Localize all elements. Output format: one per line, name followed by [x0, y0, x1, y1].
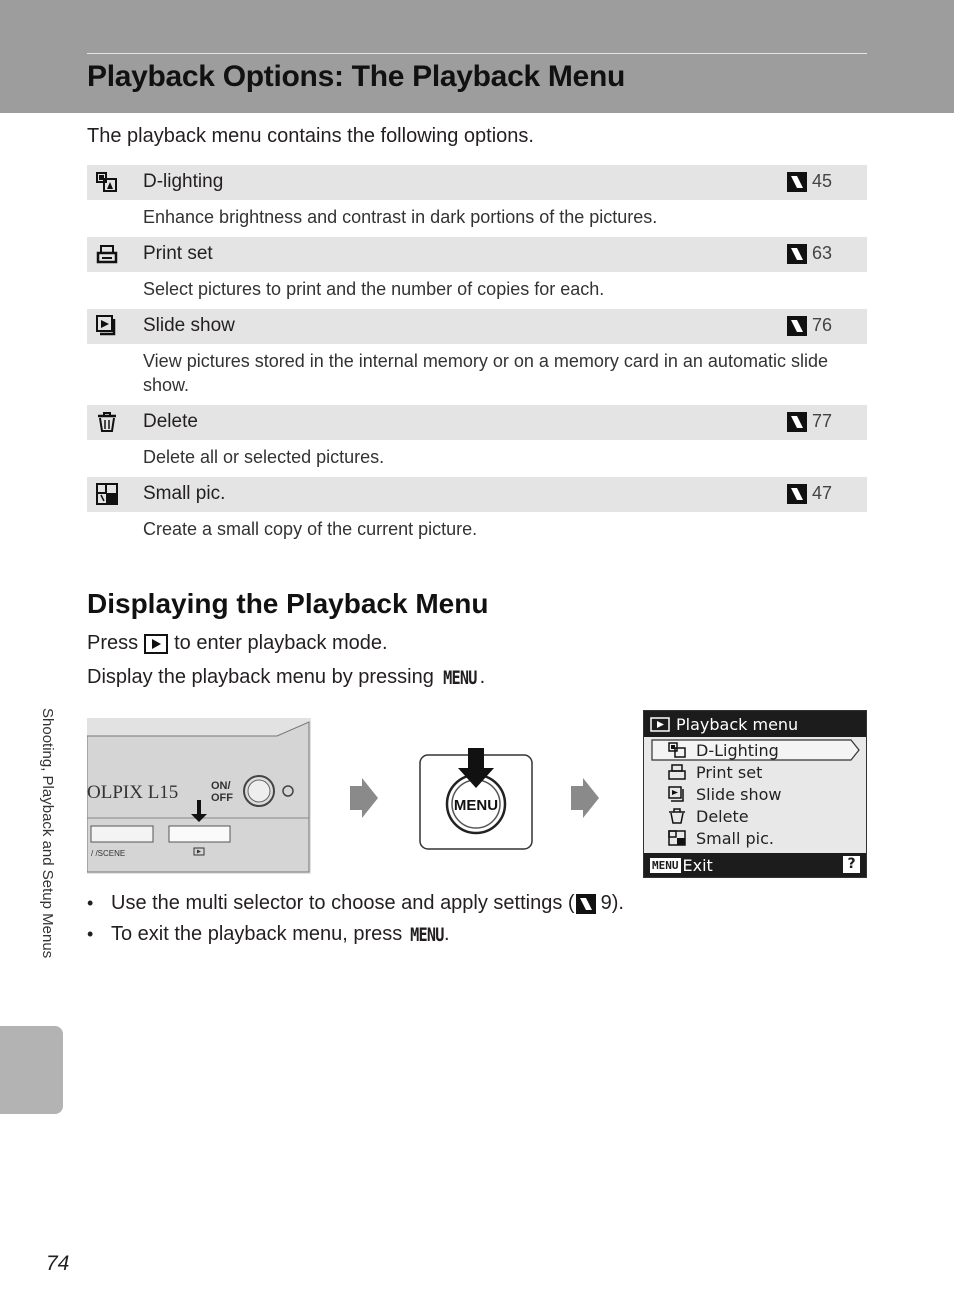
option-name: D-lighting — [143, 171, 224, 192]
lcd-item-label: Print set — [696, 762, 763, 782]
lcd-menu-item — [644, 737, 866, 761]
print-set-icon — [96, 243, 118, 265]
slide-show-icon — [96, 315, 118, 337]
menu-glyph: MENU — [443, 666, 477, 689]
option-name: Print set — [143, 243, 213, 264]
option-description: Delete all or selected pictures. — [143, 447, 385, 467]
option-header — [87, 405, 867, 440]
shooting-mode-button — [91, 826, 153, 842]
small-pic-icon — [668, 830, 686, 846]
side-tab-label: Shooting, Playback and Setup Menus — [39, 708, 56, 959]
lcd-exit-label: Exit — [682, 855, 713, 875]
playback-mode-button — [169, 826, 230, 842]
power-label-bottom: OFF — [211, 792, 233, 804]
page-number-ref: 77 — [812, 411, 833, 431]
page-title: Playback Options: The Playback Menu — [87, 60, 625, 93]
side-tab-text — [38, 708, 58, 1018]
bullet-text: Use the multi selector to choose and apply settings ( — [111, 892, 575, 914]
option-description: View pictures stored in the internal memory or on a memory card in an automatic slide show. — [143, 351, 828, 395]
bullet-text: To exit the playback menu, press — [111, 923, 403, 945]
option-name: Slide show — [143, 315, 235, 336]
lcd-menu-item — [644, 761, 866, 783]
section-title: Displaying the Playback Menu — [87, 588, 489, 619]
playback-icon — [650, 717, 670, 732]
instruction-text: Display the playback menu by pressing — [87, 666, 434, 688]
camera-model-label: OLPIX L15 — [87, 782, 179, 803]
instruction-line-1 — [87, 632, 388, 655]
option-description: Create a small copy of the current picture. — [143, 519, 478, 539]
lcd-item-label: Delete — [696, 806, 749, 826]
bullet-ref: 9 — [600, 892, 612, 914]
page-number-ref: 63 — [812, 243, 833, 263]
camera-top-illustration — [87, 718, 311, 874]
page-reference-icon — [787, 316, 807, 336]
lcd-item-label: D-Lighting — [696, 740, 779, 760]
menu-button-label: MENU — [453, 797, 499, 814]
menu-button-illustration — [418, 744, 536, 852]
bullet-text: . — [444, 923, 450, 945]
lcd-menu-item — [644, 805, 866, 827]
playback-button-icon — [144, 634, 168, 654]
option-header — [87, 165, 867, 200]
print-set-icon — [668, 764, 686, 780]
bullet-dot: • — [87, 924, 94, 944]
page-number-ref: 45 — [812, 171, 833, 191]
page-reference — [787, 171, 832, 192]
instruction-text: Press — [87, 632, 139, 654]
bullet-text: ). — [611, 892, 624, 914]
page-reference-icon — [787, 412, 807, 432]
option-row — [87, 237, 867, 309]
option-row — [87, 165, 867, 237]
option-header — [87, 237, 867, 272]
option-description: Enhance brightness and contrast in dark portions of the pictures. — [143, 207, 658, 227]
bullet-dot: • — [87, 893, 94, 913]
bullet-item — [87, 919, 867, 950]
step-arrow-icon — [346, 776, 380, 820]
option-row — [87, 405, 867, 477]
menu-glyph: MENU — [410, 923, 444, 946]
lcd-footer — [644, 853, 866, 877]
lcd-menu-item — [644, 783, 866, 805]
d-lighting-icon — [668, 742, 686, 758]
page-reference-icon — [787, 172, 807, 192]
option-name: Delete — [143, 411, 198, 432]
small-pic-icon — [96, 483, 118, 505]
page-number-ref: 47 — [812, 483, 833, 503]
delete-icon — [668, 808, 686, 824]
page-reference — [787, 483, 832, 504]
shooting-mode-label: / /SCENE — [91, 849, 126, 858]
instruction-text: . — [479, 666, 486, 688]
power-label-top: ON/ — [211, 780, 231, 792]
option-header — [87, 309, 867, 344]
instruction-text: to enter playback mode. — [174, 632, 388, 654]
slide-show-icon — [668, 786, 686, 802]
page-reference — [787, 243, 832, 264]
lcd-menu-glyph: MENU — [652, 858, 679, 872]
header-band — [0, 0, 954, 113]
page-number: 74 — [46, 1252, 70, 1275]
bullet-list — [87, 888, 867, 950]
intro-text: The playback menu contains the following options. — [87, 125, 534, 147]
instruction-line-2 — [87, 666, 485, 689]
page-reference-icon — [787, 244, 807, 264]
option-header — [87, 477, 867, 512]
lcd-playback-menu — [643, 710, 867, 878]
option-description: Select pictures to print and the number of copies for each. — [143, 279, 605, 299]
lcd-menu-item — [644, 827, 866, 849]
help-icon: ? — [843, 856, 860, 873]
option-name: Small pic. — [143, 483, 226, 504]
option-row — [87, 477, 867, 549]
bullet-item — [87, 888, 867, 919]
page-reference — [787, 411, 832, 432]
step-arrow-icon — [567, 776, 601, 820]
options-table — [87, 165, 867, 549]
d-lighting-icon — [96, 171, 118, 193]
page-number-ref: 76 — [812, 315, 833, 335]
lcd-menu-list — [644, 737, 866, 849]
page-reference-icon — [787, 484, 807, 504]
delete-icon — [96, 411, 118, 433]
option-row — [87, 309, 867, 405]
lcd-title-bar — [644, 711, 866, 737]
side-tab — [0, 1026, 63, 1114]
page-reference — [787, 315, 832, 336]
lcd-title: Playback menu — [676, 714, 799, 734]
lcd-item-label: Slide show — [696, 784, 782, 804]
page-reference-icon — [576, 894, 596, 914]
lcd-item-label: Small pic. — [696, 828, 775, 848]
header-rule — [87, 53, 867, 54]
